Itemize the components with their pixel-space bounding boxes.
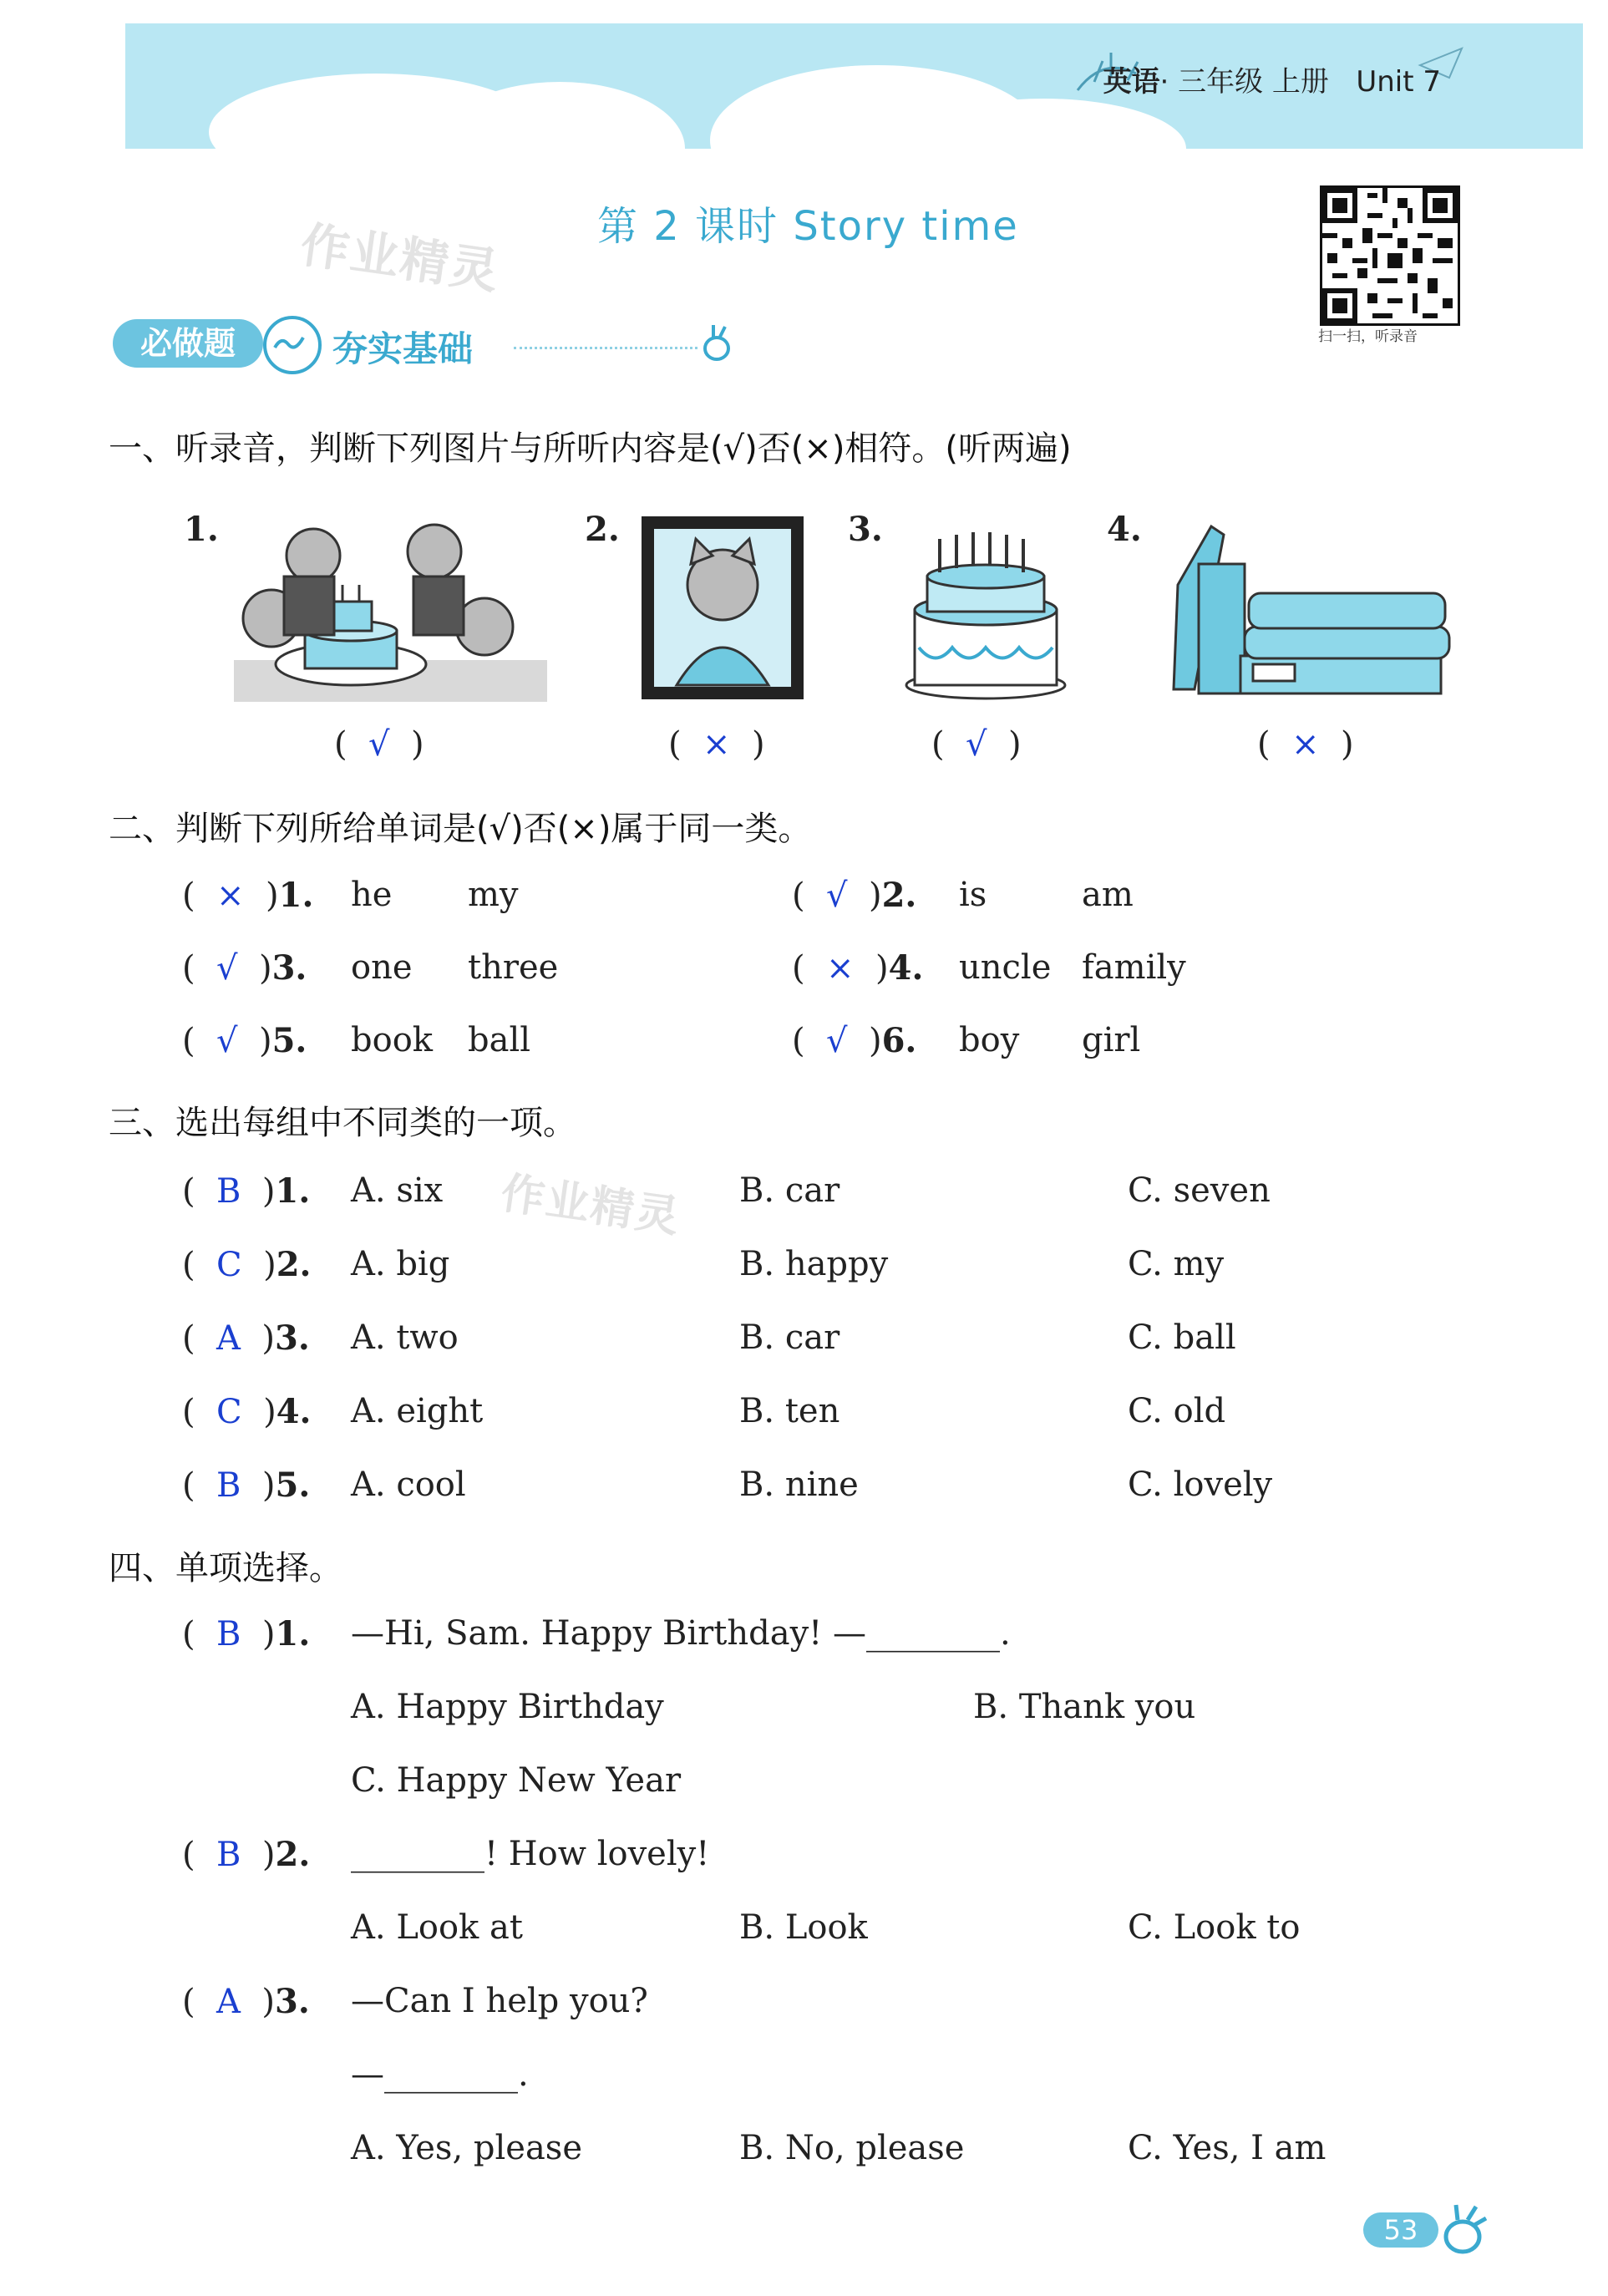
item-number: 6.	[881, 1021, 917, 1060]
answer-mark: A	[216, 1983, 241, 2021]
q4-option-a: A. Happy Birthday	[351, 1688, 664, 1726]
q3-option-b: B. ten	[739, 1392, 840, 1430]
q2-word: uncle	[959, 948, 1052, 987]
cat-portrait-picture	[639, 514, 806, 702]
q3-option-b: B. nine	[739, 1465, 859, 1504]
q3-option-c: C. seven	[1128, 1171, 1271, 1210]
q2-item: ( √ )6.	[792, 1021, 917, 1060]
q2-item: ( × )4.	[792, 948, 924, 988]
q2-word: he	[351, 876, 393, 914]
q4-option-a: A. Yes, please	[351, 2129, 582, 2167]
header-subject: 英语	[1103, 65, 1160, 99]
q4-option-b: B. Thank you	[973, 1688, 1196, 1726]
answer-mark: B	[216, 1836, 241, 1874]
q4-item: ( B )1.	[182, 1614, 311, 1653]
q3-item: ( C )2.	[182, 1245, 312, 1284]
answer-mark: B	[216, 1466, 241, 1505]
q3-option-c: C. lovely	[1128, 1465, 1273, 1504]
q4-option-c: C. Yes, I am	[1128, 2129, 1326, 2167]
q3-option-a: A. eight	[351, 1392, 484, 1430]
item-number: 3.	[274, 1982, 310, 2021]
answer-mark: ×	[1291, 725, 1320, 764]
qr-code[interactable]	[1320, 185, 1460, 326]
q3-item: ( C )4.	[182, 1392, 312, 1431]
qr-caption: 扫一扫，听录音	[1318, 328, 1418, 345]
q4-stem: —Hi, Sam. Happy Birthday! —________.	[351, 1614, 1011, 1653]
item-number: 5.	[271, 1021, 307, 1060]
q4-item: ( B )2.	[182, 1835, 311, 1874]
q3-option-a: A. big	[351, 1245, 450, 1283]
q2-word: girl	[1082, 1021, 1141, 1059]
item-number: 5.	[275, 1465, 311, 1505]
q2-item: ( √ )3.	[182, 948, 307, 988]
answer-mark: ×	[703, 725, 731, 764]
q2-word: am	[1082, 876, 1134, 914]
q2-word: is	[959, 876, 987, 914]
q4-stem: —Can I help you?	[351, 1982, 648, 2020]
answer-mark: C	[216, 1393, 242, 1431]
q1-item-number: 2.	[585, 510, 620, 549]
q3-item: ( B )1.	[182, 1171, 311, 1211]
item-number: 3.	[271, 948, 307, 988]
q3-option-c: C. my	[1128, 1245, 1225, 1283]
page-number: 53	[1363, 2212, 1438, 2248]
item-number: 2.	[275, 1835, 311, 1874]
q2-word: boy	[959, 1021, 1020, 1059]
q1-answer-2: ( × )	[668, 725, 765, 764]
q2-word: book	[351, 1021, 434, 1059]
q2-item: ( √ )5.	[182, 1021, 307, 1060]
q2-word: one	[351, 948, 413, 987]
q4-stem-reply: —________.	[351, 2055, 529, 2094]
birthday-cake-picture	[902, 514, 1069, 702]
q3-option-a: A. cool	[351, 1465, 466, 1504]
answer-mark: B	[216, 1615, 241, 1653]
lesson-title: 第 2 课时 Story time	[597, 203, 1019, 250]
answer-mark: √	[216, 949, 238, 988]
q3-heading: 三、选出每组中不同类的一项。	[109, 1104, 576, 1142]
answer-mark: A	[216, 1319, 241, 1358]
item-number: 2.	[881, 876, 917, 915]
qr-pattern	[1322, 188, 1458, 323]
item-number: 2.	[276, 1245, 312, 1284]
q1-answer-4: ( × )	[1257, 725, 1354, 764]
q1-answer-1: ( √ )	[334, 725, 424, 764]
q4-option-b: B. Look	[739, 1908, 868, 1947]
q3-item: ( A )3.	[182, 1318, 310, 1358]
hand-icon	[1441, 2202, 1491, 2263]
q2-word: ball	[468, 1021, 531, 1059]
answer-mark: √	[826, 1022, 848, 1060]
q4-option-b: B. No, please	[739, 2129, 965, 2167]
section-divider	[514, 347, 697, 349]
q4-stem: ________! How lovely!	[351, 1835, 710, 1873]
q4-heading: 四、单项选择。	[109, 1549, 342, 1587]
answer-mark: ×	[826, 949, 855, 988]
watermark: 作业精灵	[297, 216, 504, 301]
header-unit: Unit 7	[1356, 65, 1441, 99]
q3-option-b: B. car	[739, 1318, 840, 1357]
item-number: 1.	[275, 1171, 311, 1211]
header-grade: 三年级 上册	[1178, 65, 1329, 99]
q3-option-a: A. six	[351, 1171, 444, 1210]
item-number: 3.	[274, 1318, 310, 1358]
q3-item: ( B )5.	[182, 1465, 311, 1505]
answer-mark: C	[216, 1246, 242, 1284]
header-title	[1103, 58, 1441, 99]
q2-word: three	[468, 948, 559, 987]
q1-item-number: 3.	[848, 510, 883, 549]
q3-option-a: A. two	[351, 1318, 459, 1357]
answer-mark: B	[216, 1172, 241, 1211]
q2-item: ( √ )2.	[792, 876, 917, 915]
section-circle-icon	[263, 316, 322, 374]
section-name: 夯实基础	[332, 328, 474, 369]
q3-option-c: C. old	[1128, 1392, 1226, 1430]
books-picture	[1161, 514, 1453, 702]
item-number: 1.	[278, 876, 314, 915]
answer-mark: ×	[216, 876, 245, 915]
q2-heading: 二、判断下列所给单词是(√)否(×)属于同一类。	[109, 810, 812, 848]
q1-item-number: 4.	[1107, 510, 1142, 549]
q4-option-c: C. Look to	[1128, 1908, 1301, 1947]
item-number: 1.	[275, 1614, 311, 1653]
q4-option-a: A. Look at	[351, 1908, 523, 1947]
watermark: 作业精灵	[498, 1168, 684, 1243]
q3-option-b: B. car	[739, 1171, 840, 1210]
q3-option-c: C. ball	[1128, 1318, 1236, 1357]
mice-birthday-picture	[234, 510, 547, 702]
answer-mark: √	[966, 725, 987, 764]
answer-mark: √	[368, 725, 390, 764]
answer-mark: √	[826, 876, 848, 915]
q4-item: ( A )3.	[182, 1982, 310, 2021]
q4-option-c: C. Happy New Year	[351, 1761, 682, 1800]
header-dot: ·	[1159, 65, 1169, 99]
q1-item-number: 1.	[184, 510, 219, 549]
answer-mark: √	[216, 1022, 238, 1060]
q2-item: ( × )1.	[182, 876, 314, 915]
item-number: 4.	[276, 1392, 312, 1431]
q2-word: family	[1082, 948, 1186, 987]
q1-answer-3: ( √ )	[931, 725, 1022, 764]
q1-heading: 一、听录音，判断下列图片与所听内容是(√)否(×)相符。(听两遍)	[109, 429, 1072, 468]
section-pill: 必做题	[113, 319, 263, 368]
q3-option-b: B. happy	[739, 1245, 889, 1283]
item-number: 4.	[888, 948, 924, 988]
q2-word: my	[468, 876, 519, 914]
hand-icon	[702, 322, 735, 367]
